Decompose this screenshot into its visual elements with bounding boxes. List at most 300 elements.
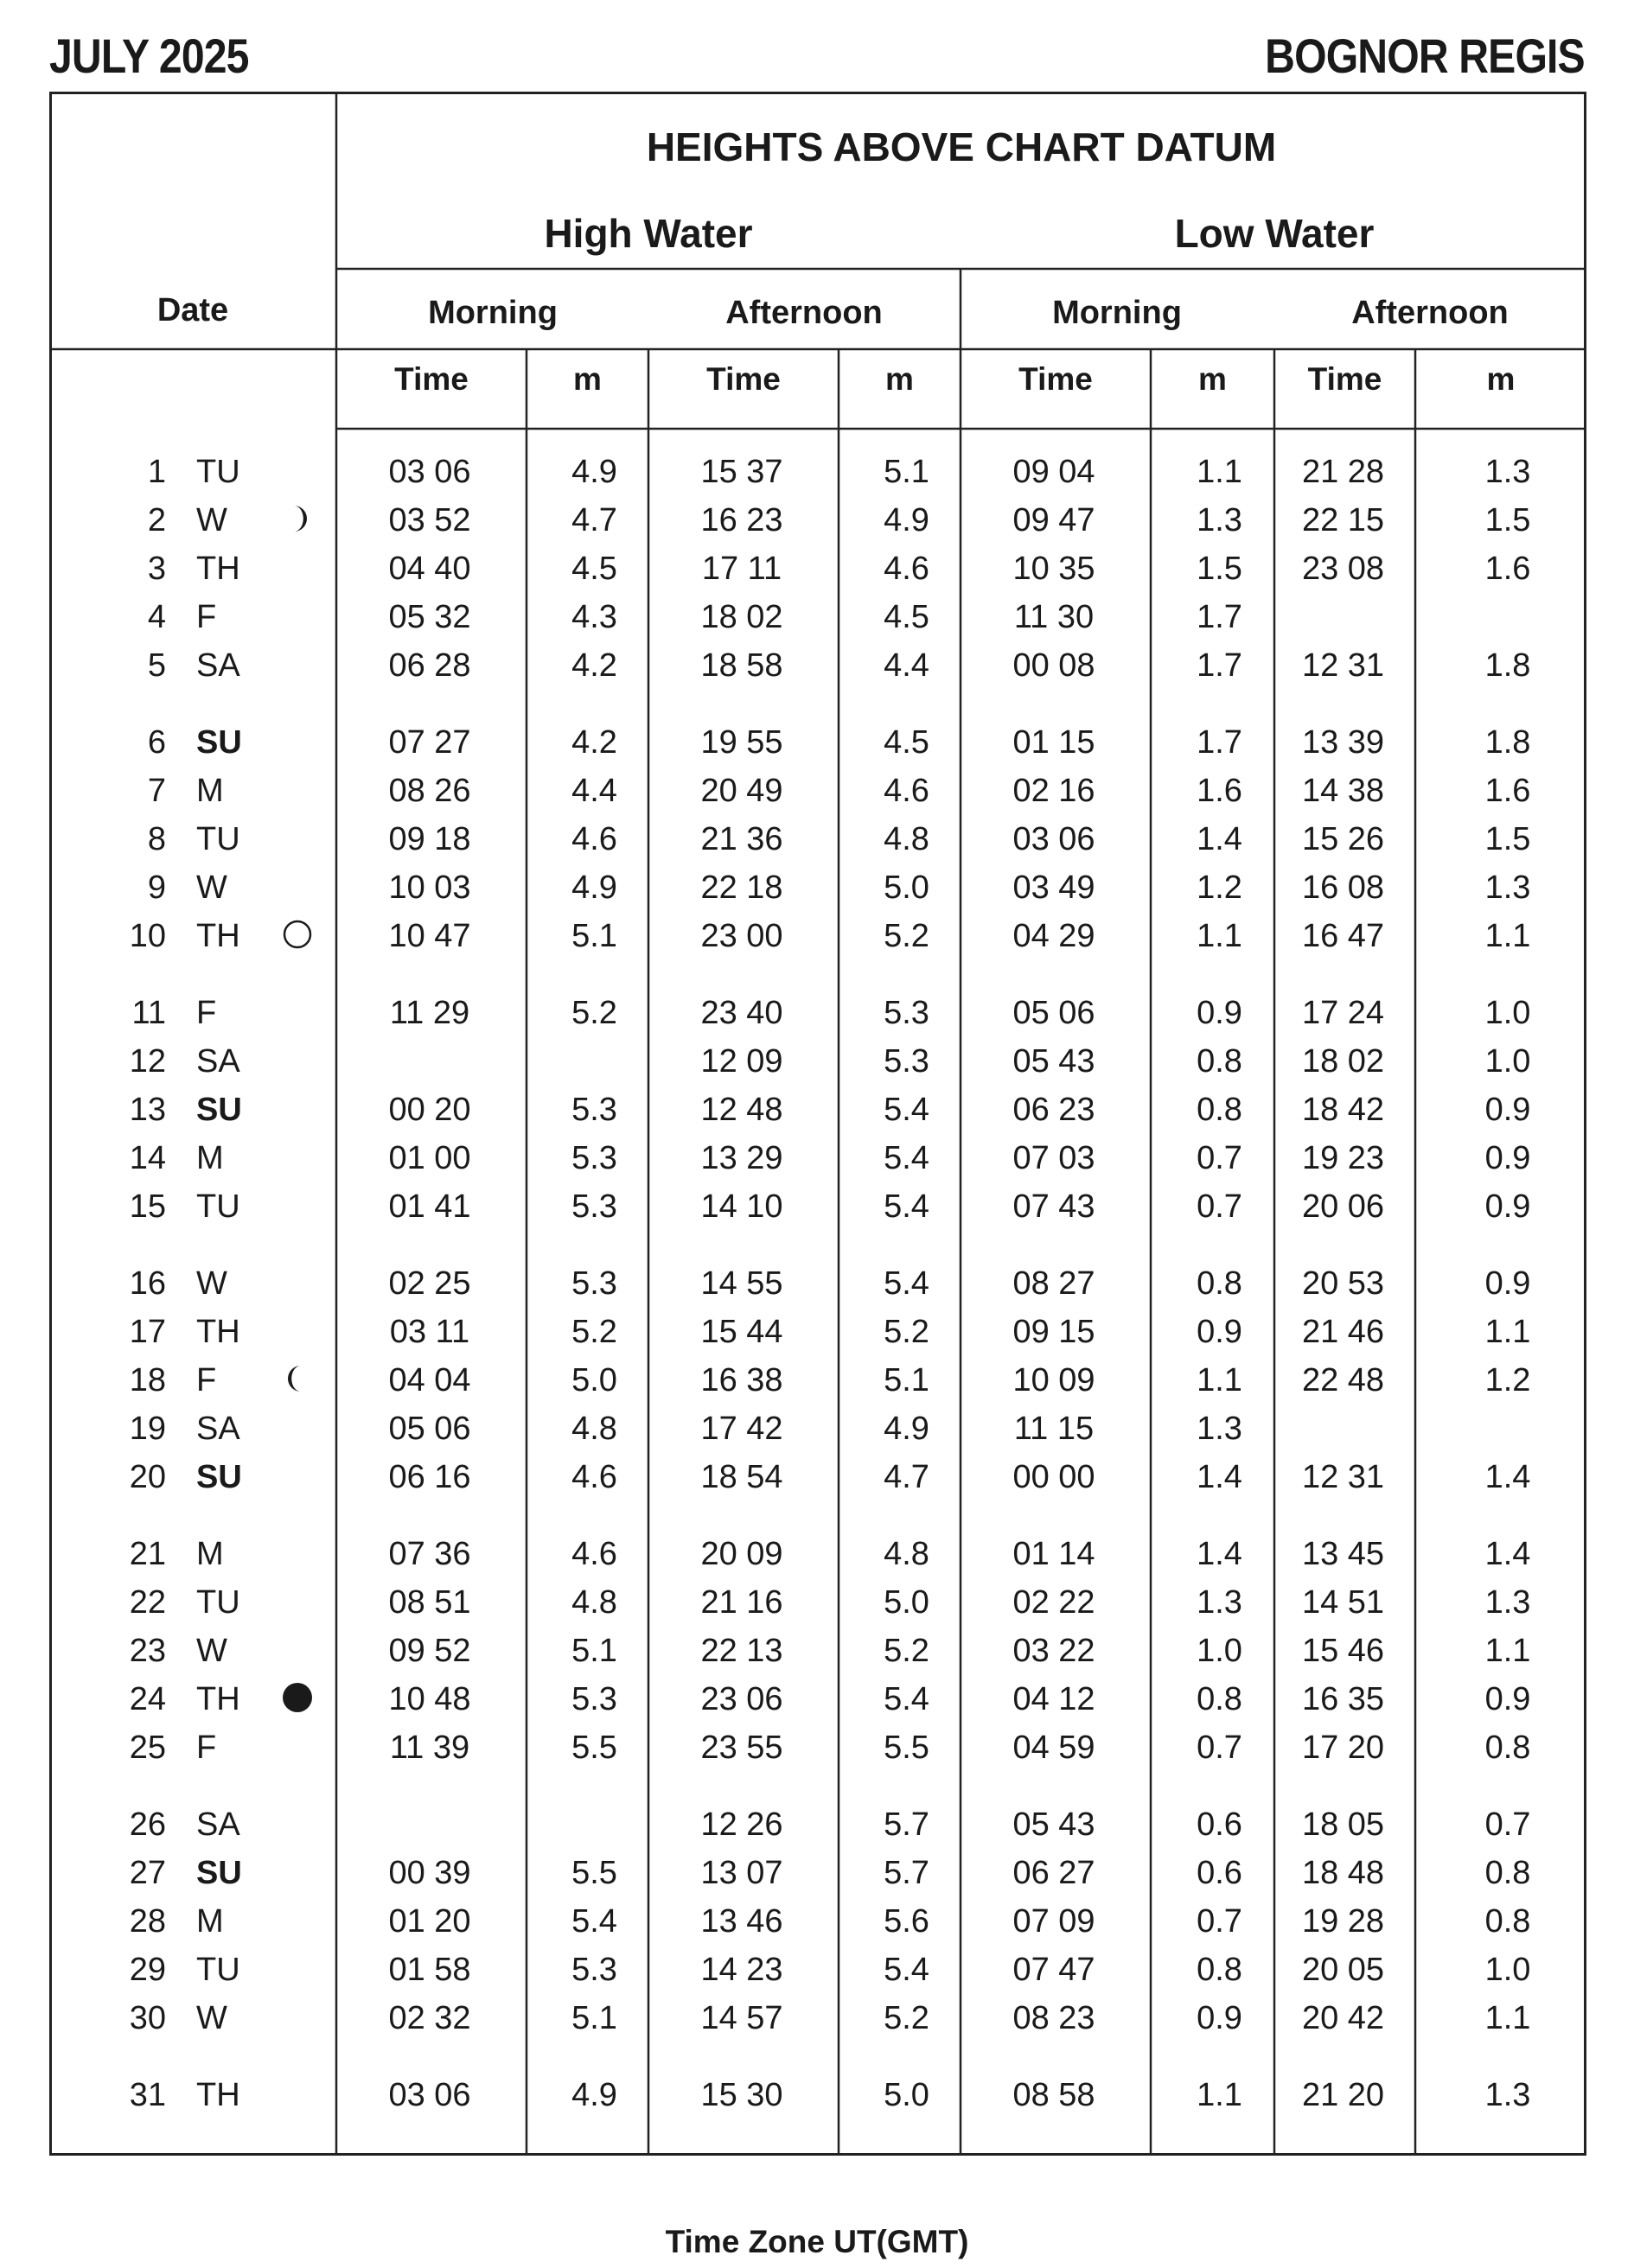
row-day-number: 8 [147,821,166,857]
time-cell: 21 20 [1301,2077,1385,2113]
row-day-of-week: W [196,1633,227,1669]
height-cell: 5.5 [571,1855,617,1891]
time-cell: 01 20 [388,1903,471,1940]
time-cell: 03 06 [388,2077,471,2113]
time-cell: 21 46 [1301,1314,1385,1350]
time-cell: 05 43 [1012,1806,1095,1843]
row-day-of-week: TH [196,551,240,587]
time-cell: 17 20 [1301,1730,1385,1766]
height-cell: 1.7 [1197,724,1242,761]
row-day-of-week: SU [196,724,242,761]
height-cell: 5.4 [884,1188,929,1225]
height-cell: 1.1 [1197,918,1242,954]
time-cell: 03 06 [388,454,471,490]
height-cell: 5.3 [884,1043,929,1080]
height-cell: 0.8 [1197,1092,1242,1128]
time-cell: 12 09 [700,1043,783,1080]
time-cell: 12 26 [700,1806,783,1843]
height-cell: 4.9 [884,1411,929,1447]
time-cell: 23 06 [700,1681,783,1717]
time-column-header: Time [706,361,781,397]
period-header: Afternoon [725,295,883,331]
time-cell: 08 26 [388,773,471,809]
time-cell: 16 47 [1301,918,1385,954]
time-cell: 09 15 [1012,1314,1095,1350]
period-header: Morning [1052,295,1182,331]
height-cell: 4.5 [884,724,929,761]
location-title: BOGNOR REGIS [1265,29,1585,83]
period-header: Afternoon [1351,295,1509,331]
height-cell: 5.2 [884,1314,929,1350]
height-cell: 1.1 [1197,1362,1242,1398]
time-cell: 12 48 [700,1092,783,1128]
time-cell: 00 08 [1012,647,1095,684]
row-day-number: 26 [129,1806,166,1843]
height-cell: 4.8 [571,1584,617,1621]
row-day-number: 25 [129,1730,166,1766]
height-cell: 5.4 [884,1092,929,1128]
time-cell: 16 38 [700,1362,783,1398]
time-cell: 18 48 [1301,1855,1385,1891]
time-cell: 20 06 [1301,1188,1385,1225]
height-cell: 1.3 [1484,2077,1531,2113]
time-cell: 10 35 [1012,551,1095,587]
height-cell: 0.8 [1197,1265,1242,1302]
height-cell: 5.1 [571,918,617,954]
height-cell: 1.4 [1484,1536,1531,1572]
height-cell: 4.9 [571,2077,617,2113]
height-cell: 0.6 [1197,1855,1242,1891]
time-cell: 18 05 [1301,1806,1385,1843]
row-day-of-week: F [196,995,217,1031]
time-cell: 04 04 [388,1362,471,1398]
height-cell: 0.9 [1197,1314,1242,1350]
time-cell: 07 36 [388,1536,471,1572]
time-cell: 17 24 [1301,995,1385,1031]
time-cell: 06 27 [1012,1855,1095,1891]
height-cell: 1.0 [1484,1952,1531,1988]
time-cell: 05 32 [388,599,471,635]
row-day-of-week: W [196,870,227,906]
height-cell: 4.7 [571,502,617,538]
group-high-water: High Water [544,211,753,256]
height-cell: 5.2 [884,2000,929,2036]
row-day-of-week: TU [196,454,240,490]
height-cell: 4.9 [884,502,929,538]
height-cell: 5.3 [571,1140,617,1176]
height-column-header: m [573,361,602,397]
height-cell: 1.1 [1197,454,1242,490]
height-cell: 1.4 [1484,1459,1531,1495]
time-cell: 14 57 [700,2000,783,2036]
height-cell: 1.4 [1197,1536,1242,1572]
height-cell: 1.3 [1484,454,1531,490]
time-cell: 23 00 [700,918,783,954]
height-cell: 5.2 [571,1314,617,1350]
height-column-header: m [1198,361,1227,397]
tide-table [49,92,1586,2156]
height-cell: 4.8 [884,821,929,857]
row-day-of-week: F [196,1730,217,1766]
time-cell: 11 30 [1013,599,1095,635]
row-day-number: 21 [129,1536,166,1572]
row-day-number: 4 [147,599,166,635]
time-cell: 04 29 [1012,918,1095,954]
height-cell: 5.1 [571,2000,617,2036]
height-cell: 5.4 [884,1265,929,1302]
height-cell: 5.4 [884,1952,929,1988]
height-cell: 1.5 [1484,502,1531,538]
time-cell: 05 06 [388,1411,471,1447]
height-cell: 5.7 [884,1855,929,1891]
height-cell: 4.3 [571,599,617,635]
last-quarter-moon-icon [288,1366,301,1392]
row-day-number: 7 [147,773,166,809]
row-day-of-week: TH [196,1314,240,1350]
table-title: HEIGHTS ABOVE CHART DATUM [646,124,1277,169]
height-cell: 1.3 [1484,870,1531,906]
time-cell: 13 45 [1301,1536,1385,1572]
height-cell: 4.9 [571,870,617,906]
time-cell: 14 55 [700,1265,783,1302]
height-cell: 5.2 [884,918,929,954]
height-cell: 0.8 [1197,1681,1242,1717]
row-day-of-week: TH [196,1681,240,1717]
time-cell: 11 39 [389,1730,470,1766]
time-cell: 06 23 [1012,1092,1095,1128]
row-day-number: 3 [147,551,166,587]
time-cell: 01 14 [1012,1536,1095,1572]
time-cell: 11 15 [1013,1411,1095,1447]
time-cell: 15 46 [1301,1633,1385,1669]
row-day-number: 31 [129,2077,166,2113]
time-cell: 19 23 [1301,1140,1385,1176]
height-cell: 5.0 [571,1362,617,1398]
height-cell: 1.1 [1484,1633,1531,1669]
time-cell: 22 48 [1301,1362,1385,1398]
time-cell: 21 28 [1301,454,1385,490]
row-day-of-week: TU [196,1584,240,1621]
height-cell: 0.7 [1484,1806,1531,1843]
row-day-of-week: SU [196,1459,242,1495]
row-day-number: 18 [129,1362,166,1398]
row-day-number: 10 [129,918,166,954]
height-cell: 1.4 [1197,1459,1242,1495]
height-cell: 4.2 [571,647,617,684]
height-cell: 1.1 [1484,1314,1531,1350]
time-column-header: Time [1018,361,1093,397]
time-cell: 03 06 [1012,821,1095,857]
row-day-of-week: SU [196,1092,242,1128]
time-cell: 14 38 [1301,773,1385,809]
time-cell: 08 58 [1012,2077,1095,2113]
height-cell: 1.8 [1484,647,1531,684]
row-day-of-week: SA [196,1806,240,1843]
height-cell: 0.8 [1197,1952,1242,1988]
full-moon-icon [284,921,310,947]
time-cell: 22 15 [1301,502,1385,538]
time-cell: 04 12 [1012,1681,1095,1717]
time-cell: 07 47 [1012,1952,1095,1988]
time-cell: 13 39 [1301,724,1385,761]
row-day-of-week: F [196,599,217,635]
height-cell: 4.5 [571,551,617,587]
row-day-number: 5 [147,647,166,684]
time-cell: 19 55 [700,724,783,761]
time-cell: 18 02 [1301,1043,1385,1080]
date-header: Date [156,292,229,328]
time-cell: 08 51 [388,1584,471,1621]
time-cell: 02 16 [1012,773,1095,809]
height-cell: 5.3 [571,1188,617,1225]
time-cell: 00 20 [388,1092,471,1128]
row-day-of-week: TH [196,918,240,954]
row-day-of-week: TU [196,1952,240,1988]
row-day-number: 14 [129,1140,166,1176]
time-cell: 09 47 [1012,502,1095,538]
time-cell: 21 36 [700,821,783,857]
row-day-of-week: M [196,1140,224,1176]
height-cell: 1.2 [1197,870,1242,906]
time-cell: 00 39 [388,1855,471,1891]
time-cell: 10 48 [388,1681,471,1717]
height-cell: 1.2 [1484,1362,1531,1398]
row-day-number: 19 [129,1411,166,1447]
time-cell: 07 03 [1012,1140,1095,1176]
height-cell: 4.6 [884,773,929,809]
first-quarter-moon-icon [294,506,307,532]
time-cell: 01 00 [388,1140,471,1176]
time-cell: 10 47 [388,918,471,954]
time-cell: 11 29 [389,995,470,1031]
time-cell: 01 15 [1012,724,1095,761]
height-cell: 0.9 [1484,1681,1531,1717]
time-cell: 12 31 [1301,1459,1385,1495]
row-day-number: 1 [147,454,166,490]
time-column-header: Time [1307,361,1382,397]
period-header: Morning [428,295,558,331]
height-cell: 5.5 [571,1730,617,1766]
height-cell: 0.8 [1484,1730,1531,1766]
row-day-of-week: TH [196,2077,240,2113]
height-cell: 0.8 [1197,1043,1242,1080]
time-cell: 02 25 [388,1265,471,1302]
height-cell: 5.0 [884,2077,929,2113]
time-cell: 16 23 [700,502,783,538]
height-cell: 1.3 [1197,1584,1242,1621]
row-day-number: 2 [147,502,166,538]
height-cell: 4.2 [571,724,617,761]
time-cell: 09 04 [1012,454,1095,490]
height-cell: 5.6 [884,1903,929,1940]
height-cell: 0.9 [1197,2000,1242,2036]
time-cell: 03 49 [1012,870,1095,906]
time-cell: 14 51 [1301,1584,1385,1621]
time-column-header: Time [394,361,469,397]
height-cell: 1.0 [1484,995,1531,1031]
time-cell: 15 30 [700,2077,783,2113]
height-cell: 1.3 [1197,502,1242,538]
row-day-of-week: M [196,773,224,809]
height-cell: 1.6 [1197,773,1242,809]
height-cell: 5.4 [571,1903,617,1940]
height-cell: 1.8 [1484,724,1531,761]
row-day-number: 13 [129,1092,166,1128]
row-day-of-week: SA [196,1043,240,1080]
height-cell: 0.9 [1484,1140,1531,1176]
height-cell: 1.1 [1484,2000,1531,2036]
height-cell: 5.5 [884,1730,929,1766]
row-day-number: 29 [129,1952,166,1988]
time-cell: 08 23 [1012,2000,1095,2036]
time-cell: 23 08 [1301,551,1385,587]
height-cell: 4.4 [884,647,929,684]
time-cell: 02 32 [388,2000,471,2036]
time-cell: 15 26 [1301,821,1385,857]
row-day-of-week: M [196,1903,224,1940]
row-day-number: 12 [129,1043,166,1080]
time-cell: 03 52 [388,502,471,538]
height-cell: 1.1 [1197,2077,1242,2113]
height-cell: 0.9 [1484,1188,1531,1225]
height-cell: 1.5 [1484,821,1531,857]
time-cell: 15 44 [700,1314,783,1350]
height-cell: 0.8 [1484,1855,1531,1891]
time-cell: 10 03 [388,870,471,906]
height-cell: 0.6 [1197,1806,1242,1843]
time-cell: 06 16 [388,1459,471,1495]
height-cell: 4.9 [571,454,617,490]
row-day-of-week: TU [196,821,240,857]
time-cell: 21 16 [700,1584,783,1621]
time-cell: 15 37 [700,454,783,490]
time-cell: 22 18 [700,870,783,906]
time-cell: 18 58 [700,647,783,684]
time-cell: 03 22 [1012,1633,1095,1669]
row-day-number: 20 [129,1459,166,1495]
new-moon-icon [283,1683,312,1712]
time-cell: 17 11 [701,551,782,587]
row-day-of-week: SA [196,1411,240,1447]
height-cell: 4.8 [571,1411,617,1447]
height-cell: 5.3 [571,1952,617,1988]
height-cell: 1.4 [1197,821,1242,857]
time-cell: 17 42 [700,1411,783,1447]
height-cell: 4.6 [571,821,617,857]
time-cell: 04 59 [1012,1730,1095,1766]
row-day-number: 22 [129,1584,166,1621]
time-cell: 14 23 [700,1952,783,1988]
time-cell: 00 00 [1012,1459,1095,1495]
height-cell: 0.7 [1197,1903,1242,1940]
height-cell: 4.6 [884,551,929,587]
height-cell: 5.3 [571,1092,617,1128]
row-day-of-week: TU [196,1188,240,1225]
row-day-number: 11 [131,995,166,1031]
time-cell: 05 43 [1012,1043,1095,1080]
time-cell: 16 08 [1301,870,1385,906]
row-day-of-week: SA [196,647,240,684]
row-day-of-week: SU [196,1855,242,1891]
height-cell: 4.7 [884,1459,929,1495]
height-cell: 4.5 [884,599,929,635]
height-cell: 4.6 [571,1459,617,1495]
row-day-of-week: F [196,1362,217,1398]
height-column-header: m [885,361,914,397]
time-cell: 18 02 [700,599,783,635]
height-cell: 5.1 [884,454,929,490]
height-cell: 5.3 [571,1265,617,1302]
height-cell: 0.9 [1484,1265,1531,1302]
time-cell: 06 28 [388,647,471,684]
time-cell: 19 28 [1301,1903,1385,1940]
height-cell: 5.3 [571,1681,617,1717]
height-cell: 5.2 [571,995,617,1031]
time-cell: 10 09 [1012,1362,1095,1398]
height-cell: 0.9 [1484,1092,1531,1128]
height-cell: 1.3 [1197,1411,1242,1447]
time-cell: 02 22 [1012,1584,1095,1621]
time-cell: 01 41 [388,1188,471,1225]
height-cell: 5.0 [884,1584,929,1621]
row-day-number: 6 [147,724,166,761]
time-cell: 16 35 [1301,1681,1385,1717]
height-cell: 4.6 [571,1536,617,1572]
time-cell: 13 29 [700,1140,783,1176]
row-day-of-week: M [196,1536,224,1572]
height-column-header: m [1486,361,1516,397]
time-cell: 08 27 [1012,1265,1095,1302]
height-cell: 5.4 [884,1681,929,1717]
height-cell: 5.7 [884,1806,929,1843]
month-title: JULY 2025 [49,29,249,83]
row-day-number: 27 [129,1855,166,1891]
group-low-water: Low Water [1174,211,1375,256]
height-cell: 1.7 [1197,599,1242,635]
height-cell: 4.8 [884,1536,929,1572]
time-cell: 07 43 [1012,1188,1095,1225]
time-cell: 13 07 [700,1855,783,1891]
time-cell: 01 58 [388,1952,471,1988]
time-cell: 20 05 [1301,1952,1385,1988]
height-cell: 1.6 [1484,773,1531,809]
height-cell: 4.4 [571,773,617,809]
time-cell: 07 09 [1012,1903,1095,1940]
row-day-number: 16 [129,1265,166,1302]
height-cell: 5.1 [571,1633,617,1669]
time-cell: 12 31 [1301,647,1385,684]
height-cell: 1.0 [1484,1043,1531,1080]
time-cell: 20 49 [700,773,783,809]
height-cell: 0.8 [1484,1903,1531,1940]
height-cell: 1.6 [1484,551,1531,587]
time-cell: 23 55 [700,1730,783,1766]
height-cell: 5.3 [884,995,929,1031]
row-day-number: 24 [129,1681,166,1717]
height-cell: 0.7 [1197,1140,1242,1176]
time-cell: 20 09 [700,1536,783,1572]
time-cell: 23 40 [700,995,783,1031]
height-cell: 5.2 [884,1633,929,1669]
row-day-number: 23 [129,1633,166,1669]
height-cell: 0.7 [1197,1188,1242,1225]
time-cell: 14 10 [700,1188,783,1225]
height-cell: 1.7 [1197,647,1242,684]
row-day-of-week: W [196,2000,227,2036]
timezone-note: Time Zone UT(GMT) [665,2224,969,2259]
height-cell: 1.5 [1197,551,1242,587]
time-cell: 09 52 [388,1633,471,1669]
